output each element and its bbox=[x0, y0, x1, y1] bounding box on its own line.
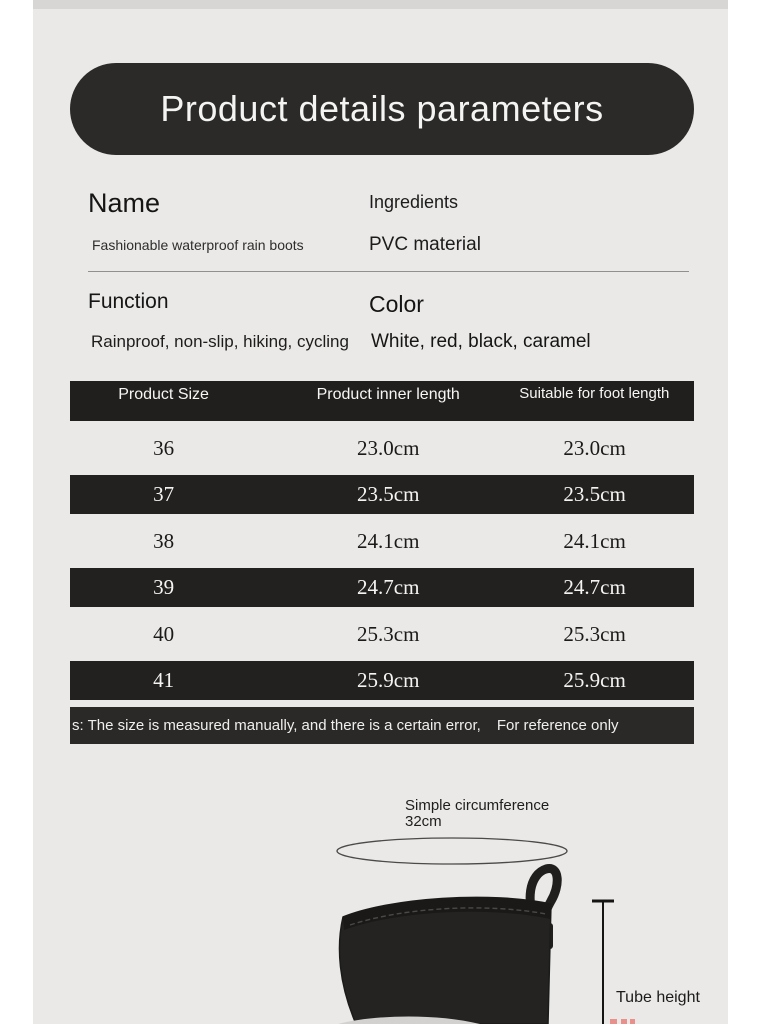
name-value: Fashionable waterproof rain boots bbox=[92, 237, 304, 253]
table-cell-inner: 24.1cm bbox=[357, 528, 420, 553]
table-cell-size: 36 bbox=[153, 435, 175, 460]
tube-height-value-partial bbox=[610, 1019, 635, 1024]
table-cell-foot: 23.5cm bbox=[563, 482, 626, 506]
table-cell-size: 38 bbox=[153, 528, 175, 553]
tube-height-label: Tube height bbox=[616, 989, 700, 1006]
table-cell-foot: 24.1cm bbox=[563, 528, 626, 553]
page-title-pill bbox=[70, 63, 694, 155]
table-cell-size: 40 bbox=[153, 621, 175, 646]
table-row bbox=[70, 514, 694, 568]
note-text: s: The size is measured manually, and there is a certain error, bbox=[72, 717, 481, 734]
column-header-inner-length: Product inner length bbox=[316, 386, 460, 403]
size-table bbox=[70, 381, 694, 700]
table-cell-inner: 25.9cm bbox=[357, 668, 420, 692]
page-title: Product details parameters bbox=[160, 88, 604, 129]
table-row bbox=[70, 475, 694, 514]
table-cell-size: 37 bbox=[153, 482, 175, 506]
table-cell-size: 41 bbox=[153, 668, 175, 692]
function-value: Rainproof, non-slip, hiking, cycling bbox=[91, 332, 349, 351]
ingredients-label: Ingredients bbox=[369, 192, 459, 212]
section-divider bbox=[88, 271, 689, 272]
name-label: Name bbox=[88, 188, 161, 218]
function-label: Function bbox=[88, 290, 169, 313]
column-header-foot-length: Suitable for foot length bbox=[519, 385, 670, 402]
table-cell-inner: 25.3cm bbox=[357, 621, 420, 646]
top-divider-bar bbox=[33, 0, 728, 9]
table-cell-foot: 24.7cm bbox=[563, 575, 626, 599]
table-row bbox=[70, 421, 694, 475]
table-row bbox=[70, 607, 694, 661]
table-row bbox=[70, 568, 694, 607]
color-label: Color bbox=[369, 291, 424, 317]
circumference-ellipse bbox=[337, 838, 567, 864]
size-table-header bbox=[70, 381, 694, 421]
ingredients-value: PVC material bbox=[369, 234, 481, 255]
circumference-label-text: Simple circumference bbox=[405, 797, 550, 814]
table-row bbox=[70, 661, 694, 700]
table-cell-foot: 23.0cm bbox=[563, 435, 626, 460]
table-cell-inner: 23.5cm bbox=[357, 482, 420, 506]
color-value: White, red, black, caramel bbox=[371, 331, 591, 352]
table-cell-foot: 25.3cm bbox=[563, 621, 626, 646]
table-cell-inner: 24.7cm bbox=[357, 575, 420, 599]
note-suffix: For reference only bbox=[496, 717, 619, 734]
circumference-label-value: 32cm bbox=[405, 813, 442, 830]
table-cell-inner: 23.0cm bbox=[357, 435, 420, 460]
table-cell-foot: 25.9cm bbox=[563, 668, 626, 692]
column-header-product-size: Product Size bbox=[118, 386, 209, 403]
measurement-note-bar bbox=[70, 707, 694, 744]
circumference-label bbox=[405, 798, 549, 830]
table-cell-size: 39 bbox=[153, 575, 175, 599]
